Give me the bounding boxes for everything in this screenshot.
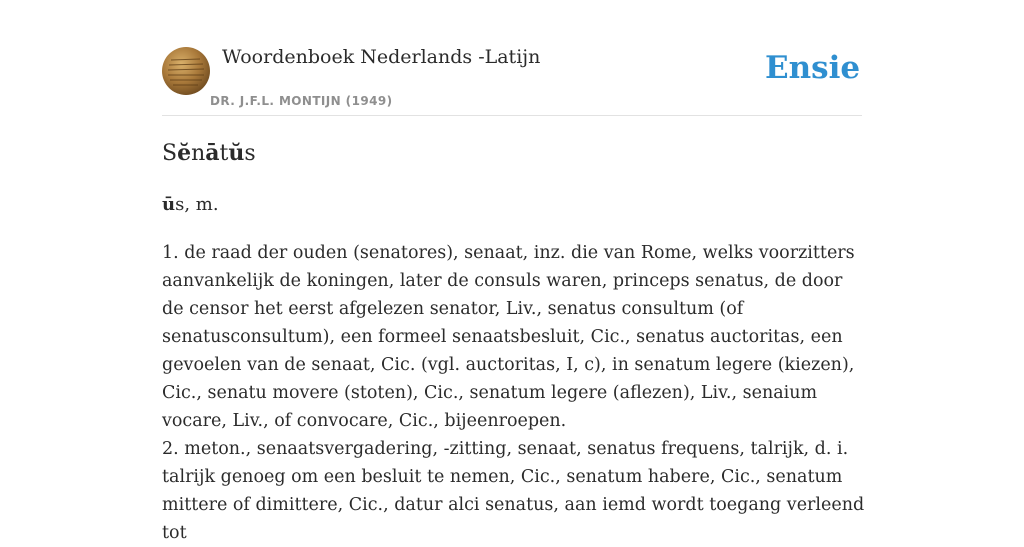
entry-title xyxy=(162,140,256,166)
definition-paragraph: 2. meton., senaatsvergadering, -zitting, senaat, senatus frequens, talrijk, d. i. talrijk genoeg om een besluit te nemen, Cic., senatum habere, Cic., senatum mittere of dimittere, Cic., datur alci senatus, aan iemd wordt toegang verleend tot xyxy=(162,439,865,543)
entry-title-part: ā xyxy=(205,140,220,166)
grammar-info xyxy=(162,194,219,215)
definition-paragraph: 1. de raad der ouden (senatores), senaat, inz. die van Rome, welks voorzitters aanvankelijk de koningen, later de consuls waren, princeps senatus, de door de censor het eerst afgelezen senator, Liv., senatus consultum (of senatusconsultum), een formeel senaatsbesluit, Cic., senatus auctoritas, een gevoelen van de senaat, Cic. (vgl. auctoritas, I, c), in senatum legere (kiezen), Cic., senatu movere (stoten), Cic., senatum legere (aflezen), Liv., senaium vocare, Liv., of convocare, Cic., bijeenroepen. xyxy=(162,243,855,431)
header-divider xyxy=(162,115,862,116)
entry-title-part: t xyxy=(219,141,229,166)
entry-title-part: n xyxy=(191,141,206,166)
definition-body xyxy=(162,239,867,547)
book-title[interactable]: Woordenboek Nederlands -Latijn xyxy=(222,46,541,68)
grammar-rest: s, m. xyxy=(175,194,219,215)
book-author: DR. J.F.L. MONTIJN (1949) xyxy=(210,94,393,108)
entry-title-part: s xyxy=(244,141,256,166)
grammar-ending: ū xyxy=(162,194,176,215)
entry-title-part: ŭ xyxy=(228,140,245,166)
entry-title-part: ĕ xyxy=(177,140,192,166)
book-cover-icon[interactable] xyxy=(162,47,210,95)
entry-title-part: S xyxy=(162,141,178,166)
brand-logo-link[interactable]: Ensie xyxy=(765,50,861,86)
